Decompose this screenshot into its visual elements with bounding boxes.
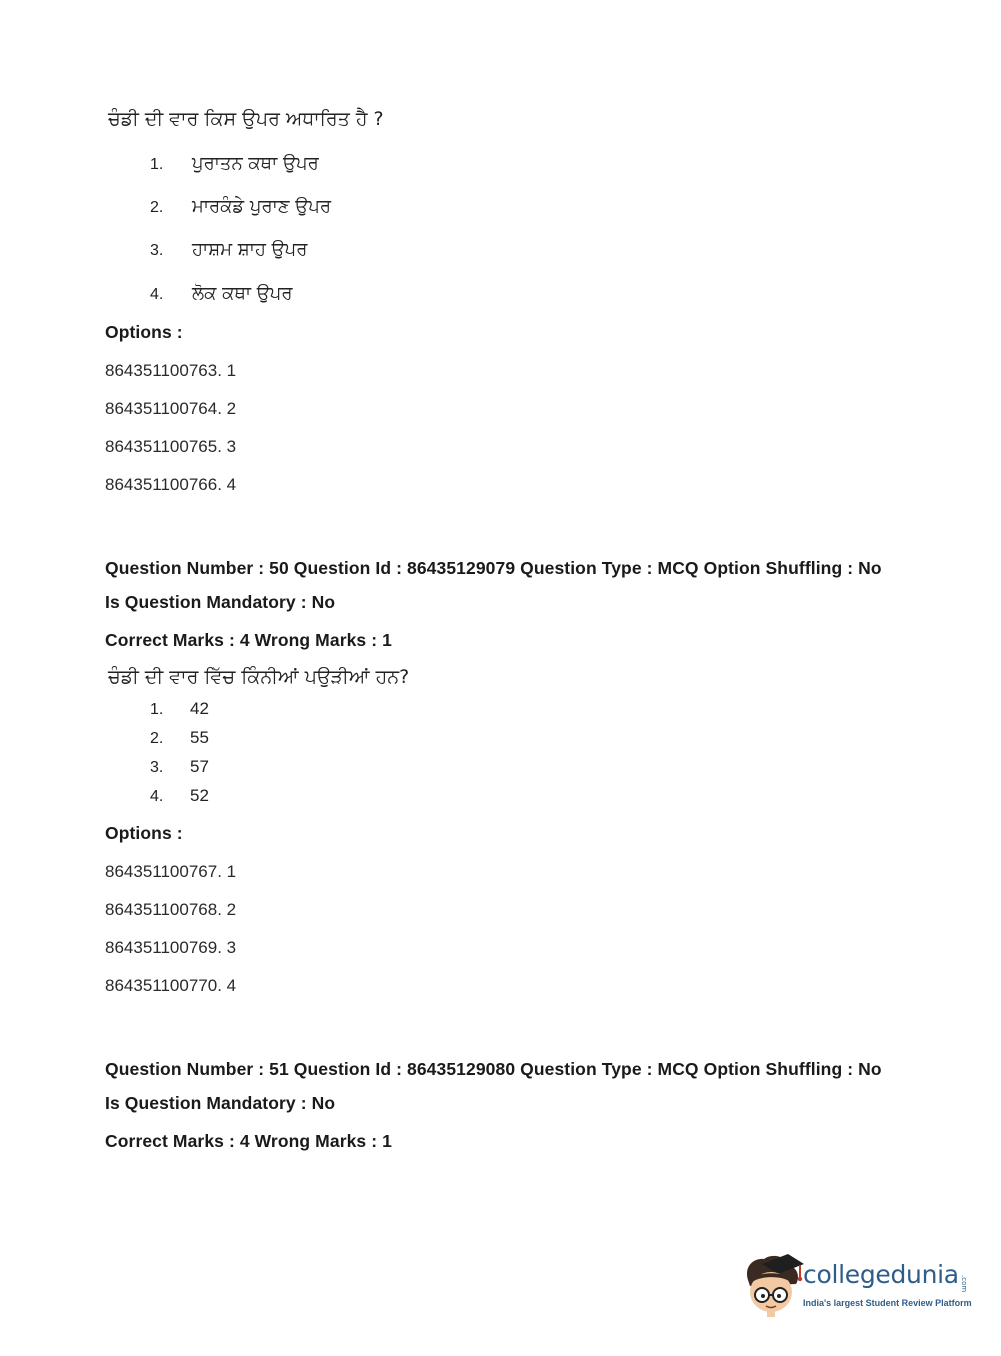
option-id: 864351100766. 4	[105, 475, 237, 494]
choice-text: ਹਾਸ਼ਮ ਸ਼ਾਹ ਉਪਰ	[192, 239, 308, 260]
choice-text: 52	[190, 786, 209, 805]
options-label: Options :	[105, 322, 183, 342]
question-marks: Correct Marks : 4 Wrong Marks : 1	[105, 1131, 392, 1151]
question-marks: Correct Marks : 4 Wrong Marks : 1	[105, 630, 392, 650]
choice-text: 55	[190, 728, 209, 747]
choice-number: 2.	[150, 730, 164, 747]
logo-wordmark: collegedunia	[803, 1260, 959, 1289]
choice-number: 3.	[150, 759, 164, 776]
choice-text: ਲੋਕ ਕਥਾ ਉਪਰ	[192, 283, 293, 304]
choice-item	[150, 728, 209, 748]
choice-number: 1.	[150, 156, 164, 173]
option-id: 864351100764. 2	[105, 399, 237, 418]
choice-item	[150, 196, 331, 217]
question-header: Question Number : 51 Question Id : 86435129080 Question Type : MCQ Option Shuffling : No	[105, 1059, 882, 1079]
choice-number: 1.	[150, 701, 164, 718]
question-text: ਚੰਡੀ ਦੀ ਵਾਰ ਕਿਸ ਉਪਰ ਅਧਾਰਿਤ ਹੈ ?	[108, 108, 384, 130]
mascot-icon	[742, 1250, 804, 1318]
choice-item	[150, 283, 293, 304]
choice-text: 57	[190, 757, 209, 776]
option-id: 864351100769. 3	[105, 938, 237, 957]
choice-item	[150, 757, 209, 777]
choice-number: 2.	[150, 199, 164, 216]
choice-text: 42	[190, 699, 209, 718]
option-id: 864351100765. 3	[105, 437, 237, 456]
logo-tagline: India's largest Student Review Platform	[803, 1298, 972, 1308]
choice-item	[150, 786, 209, 806]
options-label: Options :	[105, 823, 183, 843]
option-id: 864351100763. 1	[105, 361, 237, 380]
option-id: 864351100768. 2	[105, 900, 237, 919]
choice-text: ਪੁਰਾਤਨ ਕਥਾ ਉਪਰ	[192, 153, 319, 174]
choice-number: 3.	[150, 242, 164, 259]
question-text: ਚੰਡੀ ਦੀ ਵਾਰ ਵਿੱਚ ਕਿੰਨੀਆਂ ਪਉੜੀਆਂ ਹਨ?	[108, 666, 410, 688]
option-id: 864351100767. 1	[105, 862, 237, 881]
choice-number: 4.	[150, 286, 164, 303]
choice-item	[150, 239, 307, 260]
choice-item	[150, 153, 319, 174]
question-mandatory: Is Question Mandatory : No	[105, 592, 336, 612]
question-mandatory: Is Question Mandatory : No	[105, 1093, 336, 1113]
choice-item	[150, 699, 209, 719]
choice-number: 4.	[150, 788, 164, 805]
option-id: 864351100770. 4	[105, 976, 237, 995]
question-header: Question Number : 50 Question Id : 86435129079 Question Type : MCQ Option Shuffling : No	[105, 558, 882, 578]
choice-text: ਮਾਰਕੰਡੇ ਪੁਰਾਣ ਉਪਰ	[192, 196, 331, 217]
logo-tld: .com	[960, 1275, 968, 1293]
